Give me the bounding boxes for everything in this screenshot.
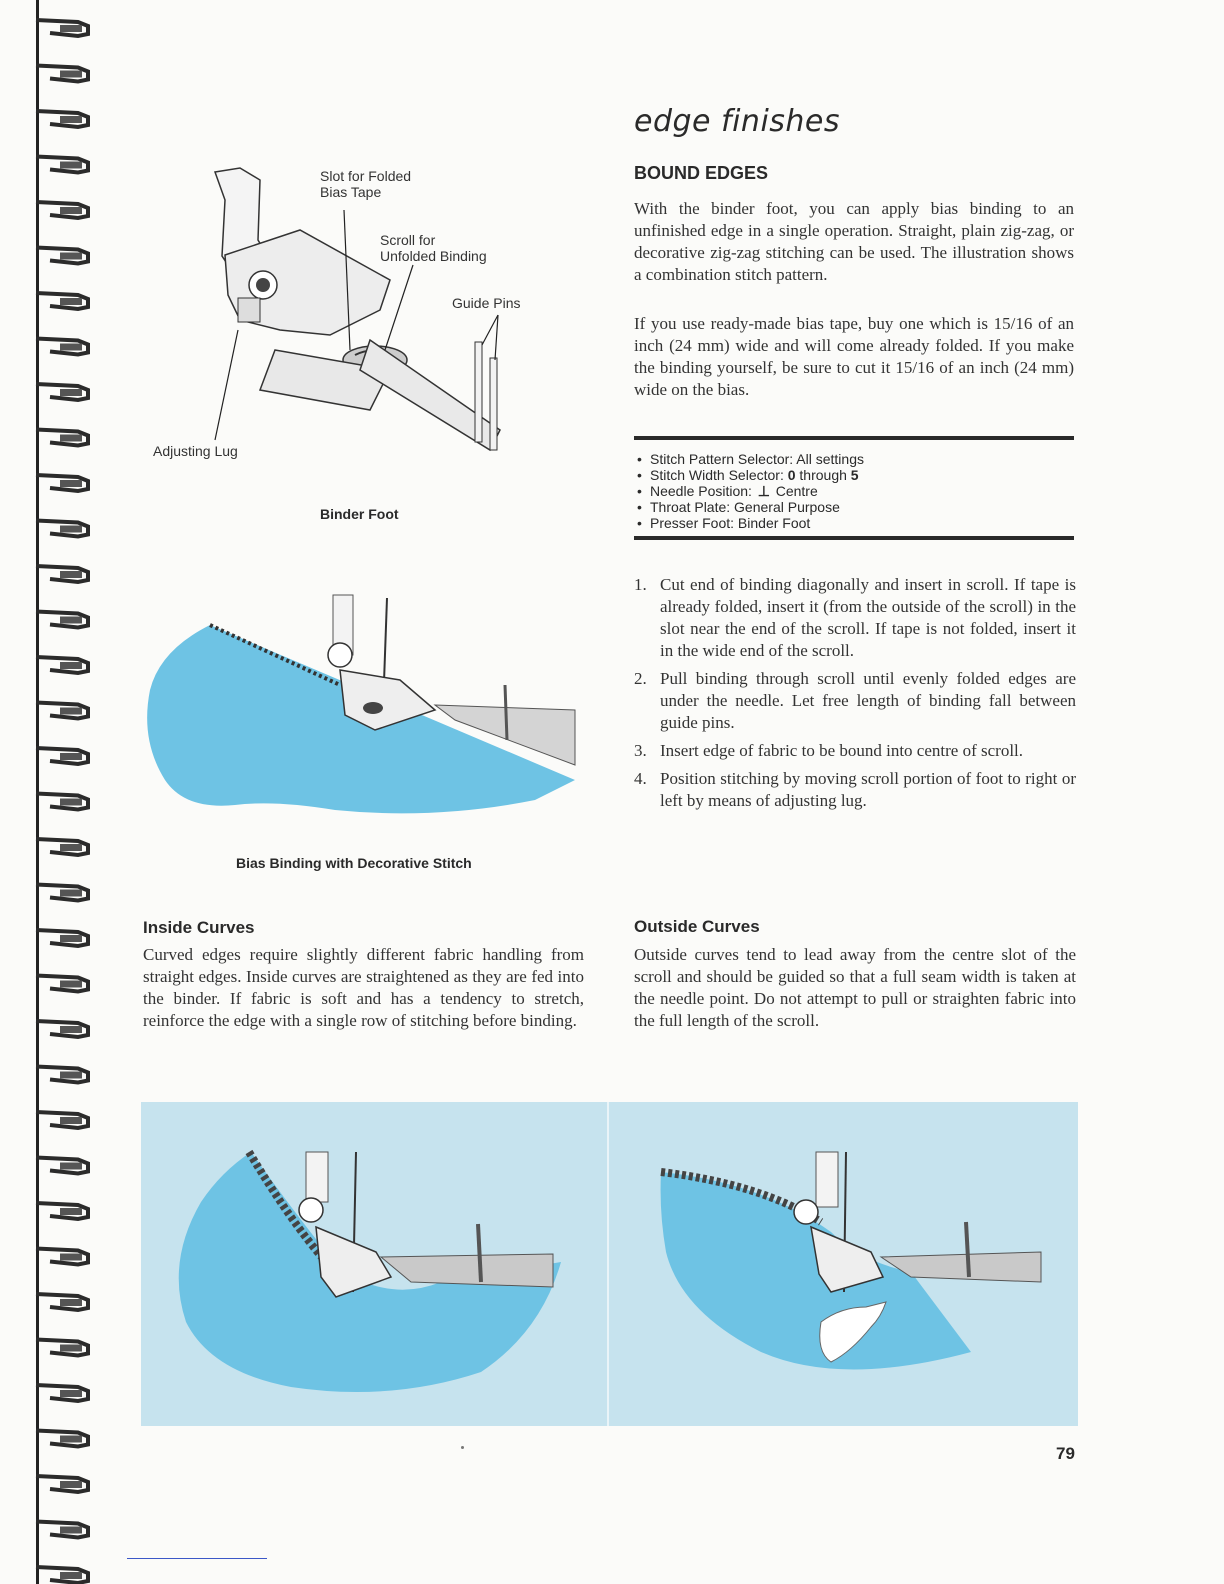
binding-hole (60, 298, 82, 305)
binding-hole (60, 1163, 82, 1170)
outside-curves-paragraph: Outside curves tend to lead away from the centre slot of the scroll and should be guided so that a full seam width is taken at the needle point. Do not attempt to pull or straighten fabric into the full length of the scroll. (634, 945, 1076, 1030)
page-title: edge finishes (634, 104, 841, 139)
binding-hole (60, 344, 82, 351)
binding-hole (60, 25, 82, 32)
label-guide-pins: Guide Pins (452, 295, 521, 311)
label-scroll-for-unfolded-binding (380, 232, 487, 264)
width-selector-label: Stitch Width Selector: (650, 467, 788, 483)
step-number: 1. (634, 575, 647, 594)
needle-centre-icon: ⊥ (757, 483, 770, 499)
setting-pattern-selector: • Stitch Pattern Selector: All settings (650, 451, 1074, 467)
step-number: 4. (634, 769, 647, 788)
label-adjusting-lug: Adjusting Lug (153, 443, 238, 459)
binding-hole (60, 1345, 82, 1352)
binding-hole (60, 844, 82, 851)
binding-hole (60, 662, 82, 669)
binding-hole (60, 1527, 82, 1534)
binding-hole (60, 162, 82, 169)
caption-binder-foot: Binder Foot (320, 506, 399, 522)
label-slot-for-folded-bias-tape (320, 168, 411, 200)
caption-bias-binding: Bias Binding with Decorative Stitch (236, 855, 472, 871)
binding-hole (60, 1026, 82, 1033)
machine-settings-box (634, 436, 1074, 540)
step-text: Pull binding through scroll until evenly folded edges are under the needle. Let free length of binding fall between guide pins. (660, 669, 1076, 732)
curves-illustrations (141, 1102, 1078, 1426)
binding-hole (60, 571, 82, 578)
binding-hole (60, 799, 82, 806)
binding-hole (60, 935, 82, 942)
panel-divider (607, 1102, 609, 1426)
curves-illustration-panel (141, 1102, 1078, 1426)
binding-hole (60, 435, 82, 442)
width-to: 5 (850, 467, 859, 483)
binding-hole (60, 708, 82, 715)
binding-hole (60, 1436, 82, 1443)
width-through: through (795, 467, 851, 483)
binding-hole (60, 253, 82, 260)
step-text: Position stitching by moving scroll portion of foot to right or left by means of adjusting lug. (660, 769, 1076, 810)
section-heading-outside-curves: Outside Curves (634, 917, 760, 936)
bias-binding-illustration (135, 590, 590, 820)
binding-hole (60, 1390, 82, 1397)
step-item (634, 574, 1076, 662)
binding-hole (60, 617, 82, 624)
inside-curves-paragraph: Curved edges require slightly different fabric handling from straight edges. Inside curves are straightened as they are fed into the binder. If fabric is soft and has a tendency to stretch, reinforce the edge with a single row of stitching before binding. (143, 945, 584, 1030)
print-dot (461, 1446, 464, 1449)
binding-hole (60, 890, 82, 897)
step-text: Cut end of binding diagonally and insert in scroll. If tape is already folded, insert it (from the outside of the scroll) in the slot near the end of the scroll. If tape is not folded, insert it in the wide end of the scroll. (660, 575, 1076, 660)
step-item (634, 668, 1076, 734)
setting-throat-plate: • Throat Plate: General Purpose (650, 499, 1074, 515)
binding-hole (60, 753, 82, 760)
binding-hole (60, 207, 82, 214)
binder-foot-illustration (130, 160, 560, 480)
binding-hole (60, 480, 82, 487)
binding-hole (60, 981, 82, 988)
bound-edges-paragraph-1: With the binder foot, you can apply bias binding to an unfinished edge in a single operation. Straight, plain zig-zag, or decorative zig-zag stitching can be used. The illustration shows a combination stitch pattern. (634, 199, 1074, 284)
step-item (634, 740, 1076, 762)
setting-presser-foot: • Presser Foot: Binder Foot (650, 515, 1074, 531)
footer-rule (127, 1558, 267, 1559)
binding-hole (60, 389, 82, 396)
needle-position-label: Needle Position: (650, 483, 756, 499)
binding-hole (60, 116, 82, 123)
bound-edges-paragraph-2: If you use ready-made bias tape, buy one which is 15/16 of an inch (24 mm) wide and will come already folded. If you make the binding yourself, be sure to cut it 15/16 of an inch (24 mm) wide on the bias. (634, 314, 1074, 399)
binding-hole (60, 71, 82, 78)
binding-hole (60, 1072, 82, 1079)
width-from: 0 (787, 467, 796, 483)
setting-width-selector (650, 467, 1074, 483)
binding-hole (60, 1299, 82, 1306)
step-item (634, 768, 1076, 812)
needle-position-value: Centre (771, 483, 818, 499)
binding-hole (60, 1481, 82, 1488)
label-line: Slot for Folded (320, 168, 412, 184)
binding-hole (60, 1208, 82, 1215)
label-line: Bias Tape (320, 184, 382, 200)
binding-hole (60, 1254, 82, 1261)
steps-list (634, 574, 1076, 818)
step-number: 2. (634, 669, 647, 688)
inside-curve-illustration (179, 1152, 561, 1392)
binding-hole (60, 526, 82, 533)
spiral-binding (0, 0, 110, 1584)
label-line: Scroll for (380, 232, 436, 248)
outside-curve-illustration (661, 1152, 1041, 1370)
step-number: 3. (634, 741, 647, 760)
setting-needle-position (650, 483, 1074, 499)
section-heading-bound-edges: BOUND EDGES (634, 163, 769, 183)
section-heading-inside-curves: Inside Curves (143, 918, 255, 937)
binding-hole (60, 1117, 82, 1124)
label-line: Unfolded Binding (380, 248, 487, 264)
page-number: 79 (1056, 1444, 1075, 1463)
binding-coils (36, 20, 88, 1583)
binding-hole (60, 1572, 82, 1579)
step-text: Insert edge of fabric to be bound into centre of scroll. (660, 741, 1024, 760)
